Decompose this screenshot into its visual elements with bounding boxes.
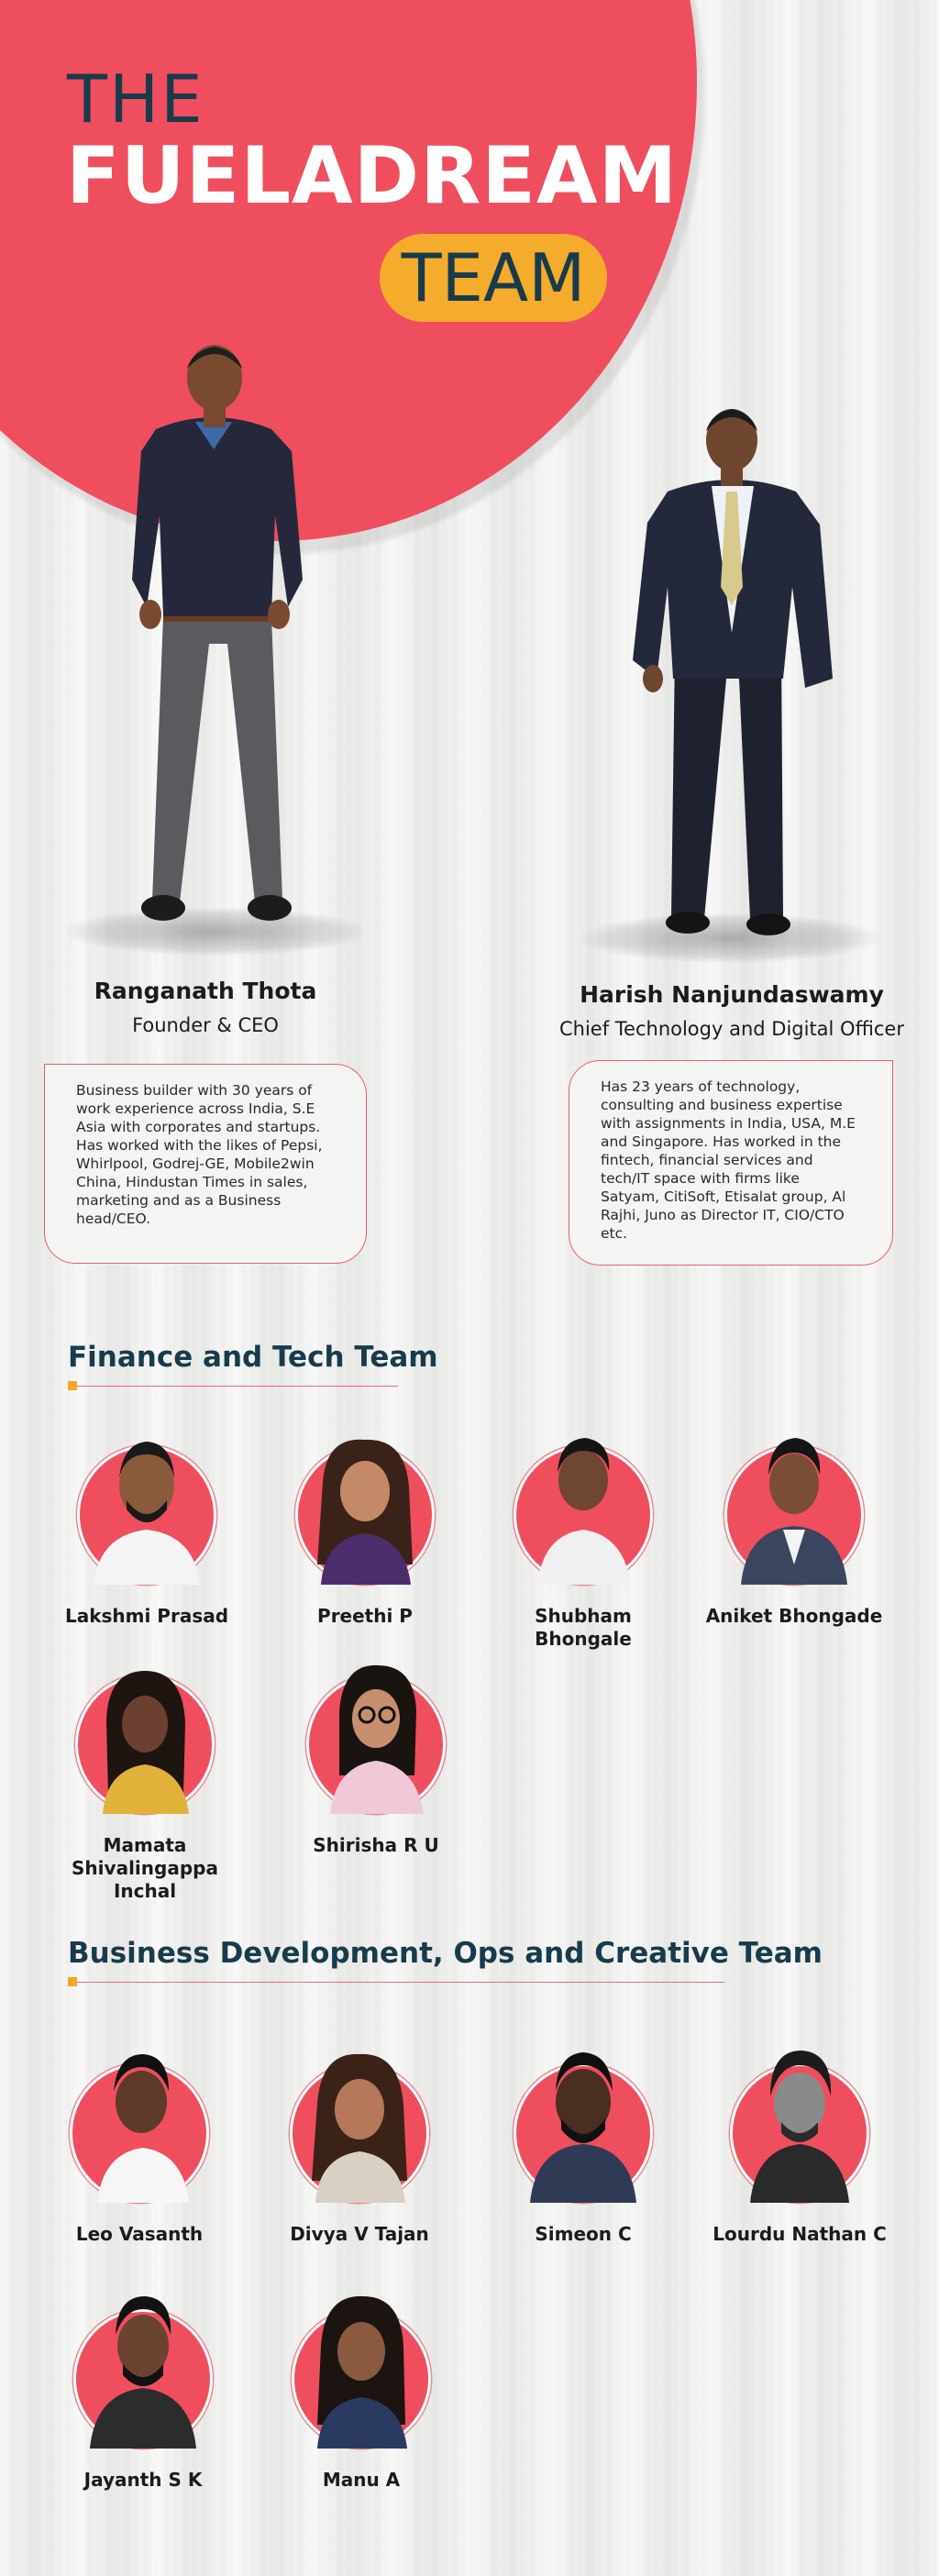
team-member [51,2309,235,2492]
section-bullet [68,1381,77,1390]
team-member [708,2063,891,2246]
member-name: Shirisha R U [313,1834,439,1856]
team-member [273,1445,457,1628]
title-team-badge: TEAM [380,234,607,322]
member-avatar [75,1675,215,1814]
member-name: Manu A [322,2469,401,2491]
member-photo [306,1656,446,1814]
section-bullet [68,1977,77,1986]
member-avatar [77,1445,216,1585]
title-fueladream: FUELADREAM [66,130,679,222]
section-title-finance: Finance and Tech Team [68,1341,438,1374]
member-avatar [730,2063,869,2203]
leader-photo-harish [631,404,842,965]
member-name: Jayanth S K [83,2469,203,2491]
member-photo [514,2045,653,2203]
member-avatar [724,1445,864,1585]
member-name: Mamata Shivalingappa Inchal [72,1834,218,1902]
member-avatar [70,2063,209,2203]
member-name: Lourdu Nathan C [713,2223,887,2245]
team-member [284,1675,468,1857]
member-name: Simeon C [535,2223,632,2245]
section-divider [77,1982,724,1983]
leader-role: Chief Technology and Digital Officer [558,1018,904,1040]
section-title-bizdev: Business Development, Ops and Creative Team [68,1937,823,1970]
leader-name: Harish Nanjundaswamy [580,981,884,1008]
team-member [702,1445,886,1628]
member-photo [724,1427,864,1585]
leader-bio: Business builder with 30 years of work experience across India, S.E Asia with corporates and startups. Has worked with the likes of Pepsi, Whirlpool, Godrej-GE, Mobile2win China, Hindustan Times in sales, marketing and as a Business head/CEO. [44,1064,367,1264]
member-photo [70,2045,209,2203]
leader-role: Founder & CEO [132,1014,279,1036]
member-avatar [514,2063,653,2203]
team-member [53,1675,237,1903]
member-avatar [290,2063,429,2203]
member-photo [77,1427,216,1585]
team-member [55,1445,238,1628]
member-avatar [292,2309,431,2449]
member-photo [75,1656,215,1814]
team-member [492,1445,675,1651]
member-photo [730,2045,869,2203]
member-avatar [514,1445,653,1585]
section-divider [77,1386,398,1387]
member-photo [514,1427,653,1585]
team-member [48,2063,231,2246]
member-photo [295,1427,435,1585]
member-name: Divya V Tajan [290,2223,429,2245]
team-member [492,2063,675,2246]
member-name: Lakshmi Prasad [64,1605,229,1627]
leader-name: Ranganath Thota [94,978,317,1004]
member-avatar [295,1445,435,1585]
member-name: Aniket Bhongade [705,1605,883,1627]
leader-photo-ranganath [108,341,319,954]
member-name: Leo Vasanth [75,2223,204,2245]
member-photo [292,2291,431,2449]
leader-bio: Has 23 years of technology, consulting and business expertise with assignments in India, USA, M.E and Singapore. Has worked in the fintech, financial services and tech/IT space with firms like Satyam, CitiSoft, Etisalat group, Al Rajhi, Juno as Director IT, CIO/CTO etc. [569,1060,893,1266]
member-photo [73,2291,213,2449]
member-avatar [73,2309,213,2449]
title-the: THE [67,61,204,138]
team-member [268,2063,451,2246]
member-photo [290,2045,429,2203]
team-member [270,2309,453,2492]
member-name: Shubham Bhongale [535,1605,632,1650]
member-avatar [306,1675,446,1814]
member-name: Preethi P [317,1605,413,1627]
